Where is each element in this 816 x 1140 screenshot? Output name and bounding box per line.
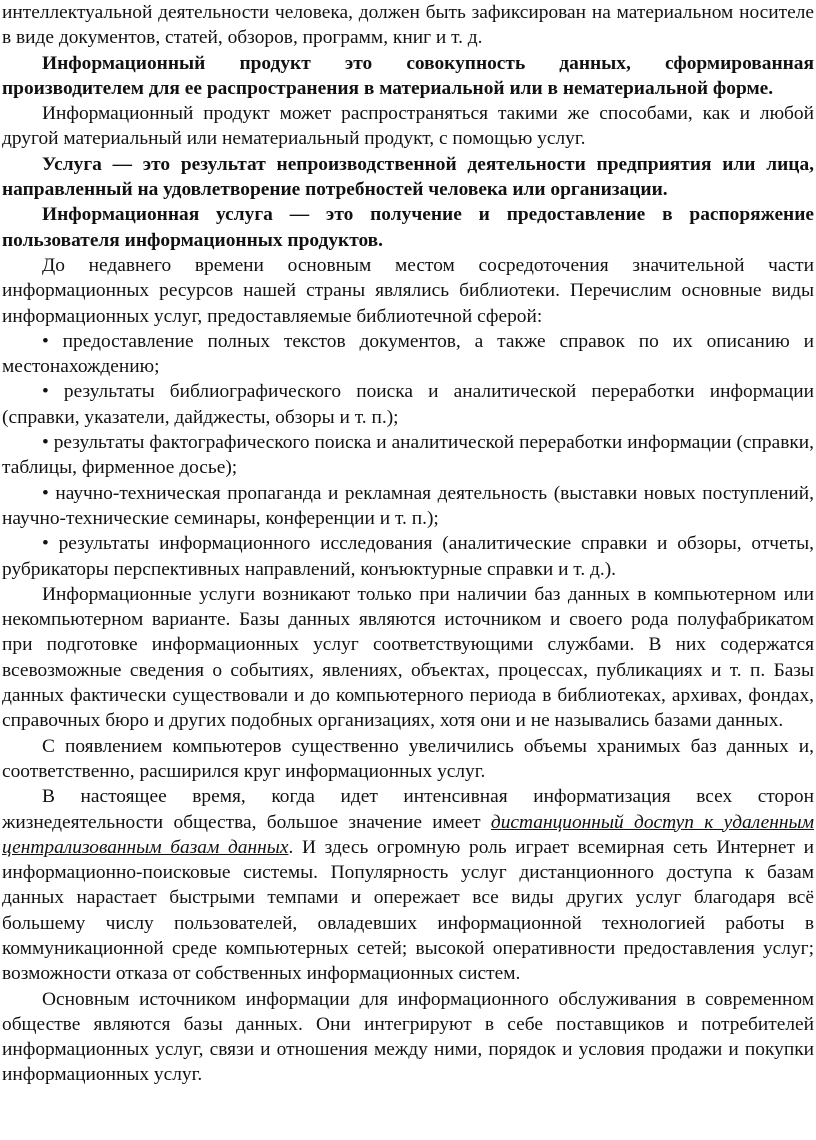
list-item: • результаты библиографического поиска и аналитической переработки информации (справки, указатели, дайджесты, обзоры и т. п.); (2, 381, 814, 428)
definition-service: Услуга — это результат непроизводственной деятельности предприятия или лица, направленный на удовлетворение потребностей человека или организации. (2, 153, 814, 201)
paragraph-continuation: интеллектуальной деятельности человека, должен быть зафиксирован на материальном носителе в виде документов, статей, обзоров, программ, книг и т. д. (2, 2, 814, 49)
list-item: • результаты информационного исследования (аналитические справки и обзоры, отчеты, рубрикаторы перспективных направлений, конъюктурные справки и т. д.). (2, 533, 814, 580)
definition-information-product: Информационный продукт это совокупность данных, сформированная производителем для ее распространения в материальной или в нематериальной форме. (2, 52, 814, 99)
paragraph-libraries: До недавнего времени основным местом сосредоточения значительной части информационных ресурсов нашей страны являлись библиотеки. Перечислим основные виды информационных услуг, предоставляемые библиотечной сферой: (2, 254, 814, 327)
list-item: • предоставление полных текстов документов, а также справок по их описанию и местонахождению; (2, 330, 814, 378)
definition-information-service: Информационная услуга — это получение и предоставление в распоряжение пользователя информационных продуктов. (2, 204, 814, 251)
remote-access-emphasis: дистанционный доступ к удаленным централизованным базам данных (2, 811, 814, 858)
paragraph-main-source: Основным источником информации для информационного обслуживания в современном обществе являются базы данных. Они интегрируют в себе поставщиков и потребителей информационных услуг, связи и отношения между ними, порядок и условия продажи и покупки информационных услуг. (2, 988, 814, 1086)
remote-access-text-end: . И здесь огромную роль играет всемирная сеть Интернет и информационно-поисковые системы. Популярность услуг дистанционного доступа к базам данных нарастает быстрыми темпами и опережает все виды других услуг благодаря всё большему числу пользователей, овладевших информационной технологией работы в коммуникационной среде компьютерных сетей; высокой оперативности предоставления услуг; возможности отказа от собственных информационных систем. (2, 836, 814, 985)
paragraph-databases: Информационные услуги возникают только при наличии баз данных в компьютерном или некомпьютерном варианте. Базы данных являются источником и своего рода полуфабрикатом при подготовке информационных услуг соответствующими службами. В них содержатся всевозможные сведения о событиях, явлениях, объектах, процессах, публикациях и т. п. Базы данных фактически существовали и до компьютерного периода в библиотеках, архивах, фондах, справочных бюро и других подобных организациях, хотя они и не назывались базами данных. (2, 583, 814, 732)
list-item: • результаты фактографического поиска и аналитической переработки информации (справки, таблицы, фирменное досье); (2, 432, 814, 479)
paragraph-computers: С появлением компьютеров существенно увеличились объемы хранимых баз данных и, соответственно, расширился круг информационных услуг. (2, 735, 814, 782)
remote-access-text-start: В настоящее время, когда идет интенсивная информатизация всех сторон жизнедеятельности общества, большое значение имеет (2, 786, 814, 833)
paragraph-product-distribution: Информационный продукт может распространяться такими же способами, как и любой другой материальный или нематериальный продукт, с помощью услуг. (2, 103, 814, 150)
list-item: • научно-техническая пропаганда и рекламная деятельность (выставки новых поступлений, научно-технические семинары, конференции и т. п.); (2, 482, 814, 529)
paragraph-remote-access (2, 784, 814, 986)
